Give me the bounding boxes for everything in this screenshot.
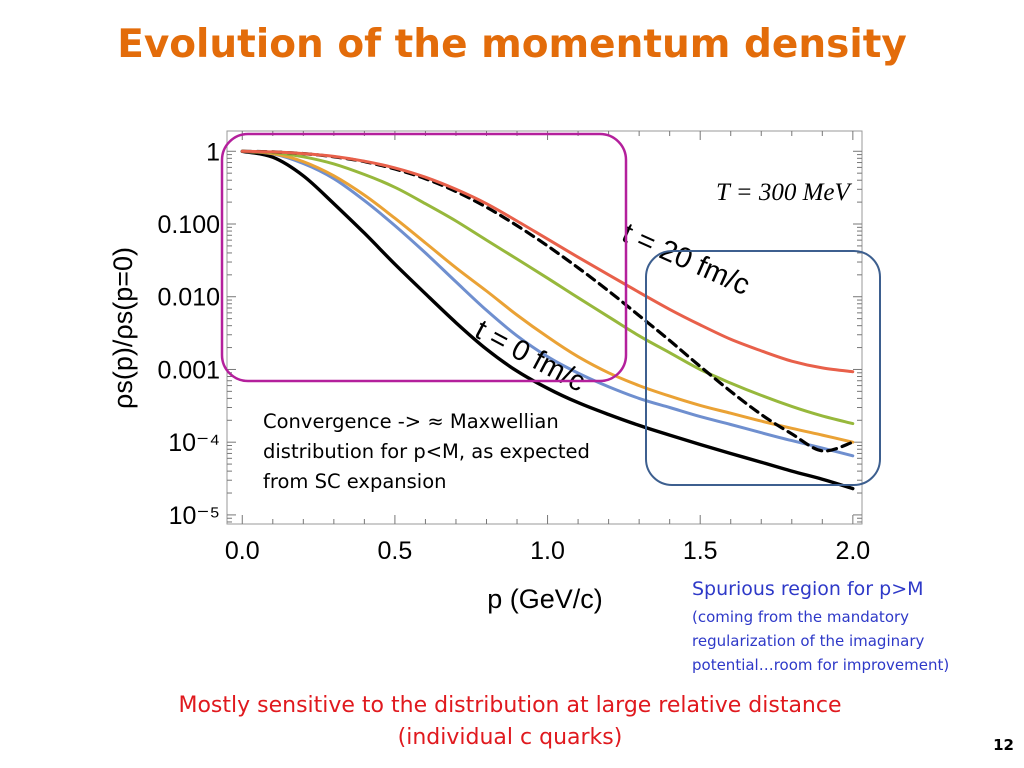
bottom-note-line: (individual c quarks)	[397, 725, 623, 750]
x-tick-label: 0.0	[224, 537, 260, 565]
y-tick-label: 10⁻⁴	[168, 429, 220, 458]
convergence-note-line: distribution for p<M, as expected	[263, 440, 590, 463]
convergence-note	[263, 407, 643, 497]
y-tick-label: 0.001	[157, 356, 220, 385]
curve-label-t0: t = 0 fm/c	[469, 313, 591, 399]
x-tick-label: 2.0	[835, 537, 871, 565]
y-tick-label: 0.100	[157, 211, 220, 240]
spurious-detail-line: potential…room for improvement)	[692, 656, 950, 674]
page-number: 12	[993, 736, 1014, 754]
x-tick-label: 1.5	[682, 537, 718, 565]
spurious-region-title: Spurious region for p>M	[692, 578, 924, 600]
bottom-note-line: Mostly sensitive to the distribution at large relative distance	[178, 693, 842, 718]
x-tick-label: 0.5	[377, 537, 413, 565]
temperature-label: T = 300 MeV	[716, 179, 850, 206]
y-axis-label: ρs(p)/ρs(p=0)	[108, 247, 138, 409]
slide-title: Evolution of the momentum density	[117, 22, 907, 67]
convergence-note-line: Convergence -> ≈ Maxwellian	[263, 410, 559, 433]
spurious-region-detail	[692, 605, 1022, 677]
convergence-note-line: from SC expansion	[263, 470, 447, 493]
x-tick-label: 1.0	[530, 537, 565, 565]
spurious-detail-line: (coming from the mandatory	[692, 608, 910, 626]
curve-label-t20: t = 20 fm/c	[617, 217, 755, 302]
y-tick-label: 10⁻⁵	[168, 501, 220, 530]
x-axis-label: p (GeV/c)	[487, 584, 603, 614]
y-tick-label: 1	[206, 138, 220, 167]
bottom-note	[0, 690, 1020, 754]
y-tick-label: 0.010	[157, 283, 220, 312]
spurious-detail-line: regularization of the imaginary	[692, 632, 925, 650]
